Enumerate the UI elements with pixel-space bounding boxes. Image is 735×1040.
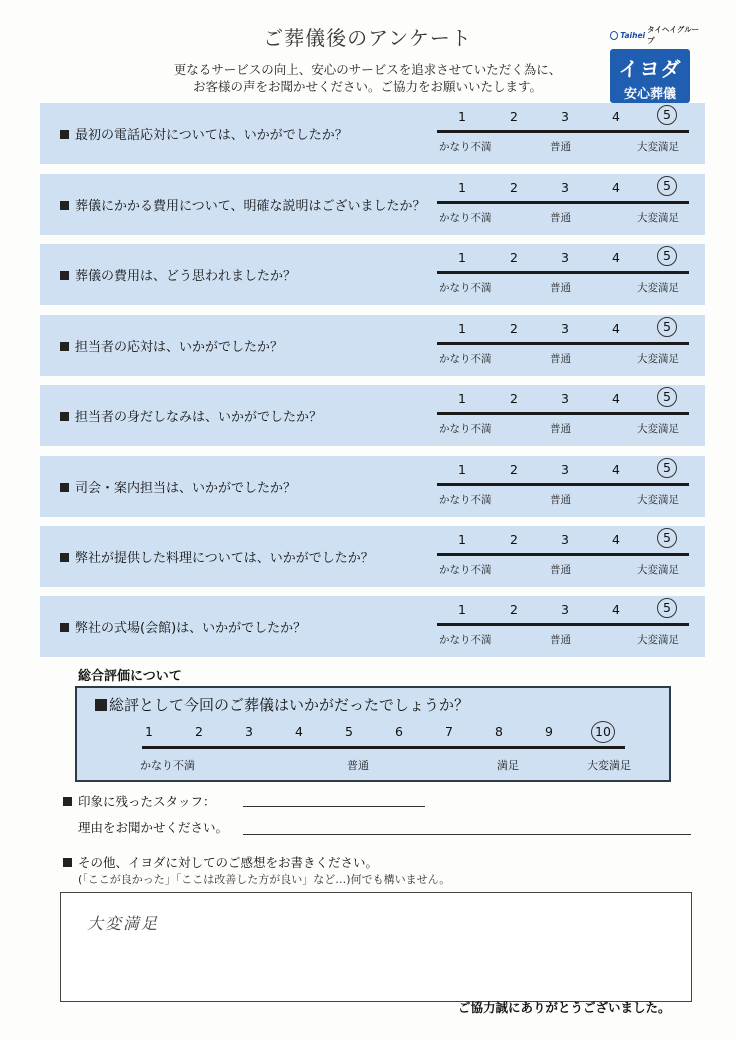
question-text: 弊社の式場(会館)は、いかがでしたか？ [75, 621, 307, 636]
rating-option-3[interactable]: 3 [561, 250, 569, 265]
rating-scale [437, 244, 689, 305]
rating-option-5-selected[interactable]: 5 [657, 176, 677, 196]
rating-option-5-selected[interactable]: 5 [657, 105, 677, 125]
comments-handwritten-value: 大変満足 [87, 914, 160, 933]
rating-option-3[interactable]: 3 [561, 391, 569, 406]
anchor-low: かなり不満 [439, 282, 492, 294]
rating-option-1[interactable]: 1 [458, 532, 466, 547]
rating-option-3[interactable]: 3 [561, 462, 569, 477]
anchor-mid: 普通 [550, 423, 571, 435]
rating-option-2[interactable]: 2 [510, 462, 518, 477]
overall-option-6[interactable]: 6 [395, 724, 403, 739]
rating-scale [437, 596, 689, 657]
bullet-square-icon [60, 553, 69, 562]
bullet-square-icon [60, 271, 69, 280]
rating-option-4[interactable]: 4 [612, 180, 620, 195]
anchor-low: かなり不満 [439, 564, 492, 576]
rating-option-3[interactable]: 3 [561, 532, 569, 547]
reason-input-line[interactable] [243, 834, 691, 835]
question-row [40, 456, 705, 517]
question-label [60, 617, 306, 636]
question-text: 弊社が提供した料理については、いかがでしたか？ [75, 551, 374, 566]
question-row [40, 596, 705, 657]
anchor-low: かなり不満 [439, 141, 492, 153]
anchor-low: かなり不満 [439, 353, 492, 365]
overall-option-3[interactable]: 3 [245, 724, 253, 739]
anchor-high: 大変満足 [587, 759, 631, 772]
rating-option-4[interactable]: 4 [612, 391, 620, 406]
rating-scale [437, 526, 689, 587]
anchor-high: 大変満足 [637, 564, 679, 576]
staff-input-line[interactable] [243, 806, 425, 807]
question-row [40, 385, 705, 446]
rating-scale [437, 174, 689, 235]
scale-line [437, 342, 689, 345]
bullet-square-icon [63, 797, 72, 806]
anchor-low: かなり不満 [439, 634, 492, 646]
rating-option-2[interactable]: 2 [510, 250, 518, 265]
rating-option-5-selected[interactable]: 5 [657, 246, 677, 266]
bullet-square-icon [60, 342, 69, 351]
anchor-satisfied: 満足 [497, 759, 519, 772]
question-row [40, 315, 705, 376]
logo-main-text: イヨダ [618, 57, 682, 81]
rating-option-5-selected[interactable]: 5 [657, 528, 677, 548]
anchor-mid: 普通 [347, 759, 369, 772]
anchor-mid: 普通 [550, 564, 571, 576]
bullet-square-icon [95, 699, 107, 711]
rating-option-1[interactable]: 1 [458, 602, 466, 617]
overall-option-10-selected[interactable]: 10 [591, 721, 615, 743]
anchor-low: かなり不満 [439, 212, 492, 224]
bullet-square-icon [60, 130, 69, 139]
overall-rating-box [75, 686, 671, 782]
question-row [40, 174, 705, 235]
rating-option-4[interactable]: 4 [612, 532, 620, 547]
overall-option-7[interactable]: 7 [445, 724, 453, 739]
logo-header [610, 24, 700, 46]
logo-brand: Taihei [620, 30, 646, 40]
overall-option-5[interactable]: 5 [345, 724, 353, 739]
question-label [60, 195, 425, 214]
question-row [40, 244, 705, 305]
thanks-message: ご協力誠にありがとうございました。 [458, 1000, 671, 1015]
question-label [60, 477, 296, 496]
question-text: 司会・案内担当は、いかがでしたか？ [75, 481, 297, 496]
question-text: 担当者の応対は、いかがでしたか？ [75, 340, 284, 355]
rating-option-4[interactable]: 4 [612, 321, 620, 336]
anchor-high: 大変満足 [637, 353, 679, 365]
rating-option-4[interactable]: 4 [612, 462, 620, 477]
question-label [60, 406, 322, 425]
scale-line [437, 483, 689, 486]
question-text: 葬儀にかかる費用について、明確な説明はございましたか？ [75, 199, 426, 214]
rating-option-1[interactable]: 1 [458, 250, 466, 265]
scale-line [437, 130, 689, 133]
rating-option-3[interactable]: 3 [561, 602, 569, 617]
rating-option-2[interactable]: 2 [510, 391, 518, 406]
anchor-low: かなり不満 [439, 423, 492, 435]
anchor-high: 大変満足 [637, 141, 679, 153]
scale-line [437, 623, 689, 626]
comments-hint: (「ここが良かった」「ここは改善した方が良い」など…)何でも構いません。 [78, 873, 451, 886]
comments-label [63, 853, 378, 871]
rating-scale [437, 385, 689, 446]
anchor-low: かなり不満 [439, 494, 492, 506]
rating-scale [437, 315, 689, 376]
anchor-high: 大変満足 [637, 212, 679, 224]
overall-question [95, 694, 469, 715]
anchor-low: かなり不満 [140, 759, 195, 772]
bullet-square-icon [63, 858, 72, 867]
logo-group: タイヘイグループ [647, 25, 700, 45]
reason-label: 理由をお聞かせください。 [78, 820, 229, 835]
staff-label [63, 792, 216, 810]
bullet-square-icon [60, 623, 69, 632]
staff-label-text: 印象に残ったスタッフ： [78, 794, 216, 809]
scale-line [437, 553, 689, 556]
rating-option-2[interactable]: 2 [510, 532, 518, 547]
rating-option-2[interactable]: 2 [510, 109, 518, 124]
rating-scale [437, 103, 689, 164]
rating-scale [437, 456, 689, 517]
question-text: 葬儀の費用は、どう思われましたか？ [75, 269, 297, 284]
rating-option-4[interactable]: 4 [612, 602, 620, 617]
rating-option-1[interactable]: 1 [458, 321, 466, 336]
question-label [60, 265, 296, 284]
rating-option-5-selected[interactable]: 5 [657, 387, 677, 407]
intro-text-line1: 更なるサービスの向上、安心のサービスを追求させていただく為に、 [173, 62, 562, 77]
anchor-mid: 普通 [550, 634, 571, 646]
anchor-mid: 普通 [550, 282, 571, 294]
question-text: 担当者の身だしなみは、いかがでしたか？ [75, 410, 323, 425]
page-title: ご葬儀後のアンケート [263, 26, 472, 50]
overall-option-1[interactable]: 1 [145, 724, 153, 739]
anchor-high: 大変満足 [637, 494, 679, 506]
bullet-square-icon [60, 483, 69, 492]
anchor-high: 大変満足 [637, 634, 679, 646]
rating-option-3[interactable]: 3 [561, 109, 569, 124]
logo-sub-text: 安心葬儀 [623, 87, 676, 102]
question-label [60, 336, 283, 355]
question-text: 最初の電話応対については、いかがでしたか？ [75, 128, 348, 143]
question-label [60, 547, 374, 566]
overall-option-8[interactable]: 8 [495, 724, 503, 739]
rating-option-5-selected[interactable]: 5 [657, 317, 677, 337]
rating-option-1[interactable]: 1 [458, 109, 466, 124]
anchor-mid: 普通 [550, 494, 571, 506]
anchor-high: 大変満足 [637, 282, 679, 294]
bullet-square-icon [60, 201, 69, 210]
rating-option-5-selected[interactable]: 5 [657, 458, 677, 478]
anchor-high: 大変満足 [637, 423, 679, 435]
rating-option-4[interactable]: 4 [612, 250, 620, 265]
company-logo [610, 24, 700, 103]
question-label [60, 124, 348, 143]
intro-text-line2: お客様の声をお聞かせください。ご協力をお願いいたします。 [192, 79, 542, 94]
rating-option-2[interactable]: 2 [510, 321, 518, 336]
bullet-square-icon [60, 412, 69, 421]
question-row [40, 103, 705, 164]
rating-option-1[interactable]: 1 [458, 180, 466, 195]
anchor-mid: 普通 [550, 353, 571, 365]
overall-option-2[interactable]: 2 [195, 724, 203, 739]
rating-option-3[interactable]: 3 [561, 321, 569, 336]
scale-line [437, 201, 689, 204]
rating-option-4[interactable]: 4 [612, 109, 620, 124]
rating-option-1[interactable]: 1 [458, 391, 466, 406]
taihei-mark-icon [610, 31, 618, 40]
comments-label-text: その他、イヨダに対してのご感想をお書きください。 [78, 855, 379, 870]
anchor-mid: 普通 [550, 212, 571, 224]
scale-line [437, 412, 689, 415]
overall-rating-scale [140, 718, 631, 778]
rating-option-1[interactable]: 1 [458, 462, 466, 477]
scale-line [437, 271, 689, 274]
anchor-mid: 普通 [550, 141, 571, 153]
logo-badge [610, 49, 690, 103]
overall-heading: 総合評価について [78, 669, 182, 684]
rating-option-2[interactable]: 2 [510, 602, 518, 617]
comments-textarea[interactable] [60, 892, 692, 1002]
question-row [40, 526, 705, 587]
rating-option-2[interactable]: 2 [510, 180, 518, 195]
scale-line [142, 746, 625, 749]
overall-option-9[interactable]: 9 [545, 724, 553, 739]
overall-option-4[interactable]: 4 [295, 724, 303, 739]
rating-option-5-selected[interactable]: 5 [657, 598, 677, 618]
rating-option-3[interactable]: 3 [561, 180, 569, 195]
overall-question-text: 総評として今回のご葬儀はいかがだったでしょうか？ [109, 696, 470, 714]
